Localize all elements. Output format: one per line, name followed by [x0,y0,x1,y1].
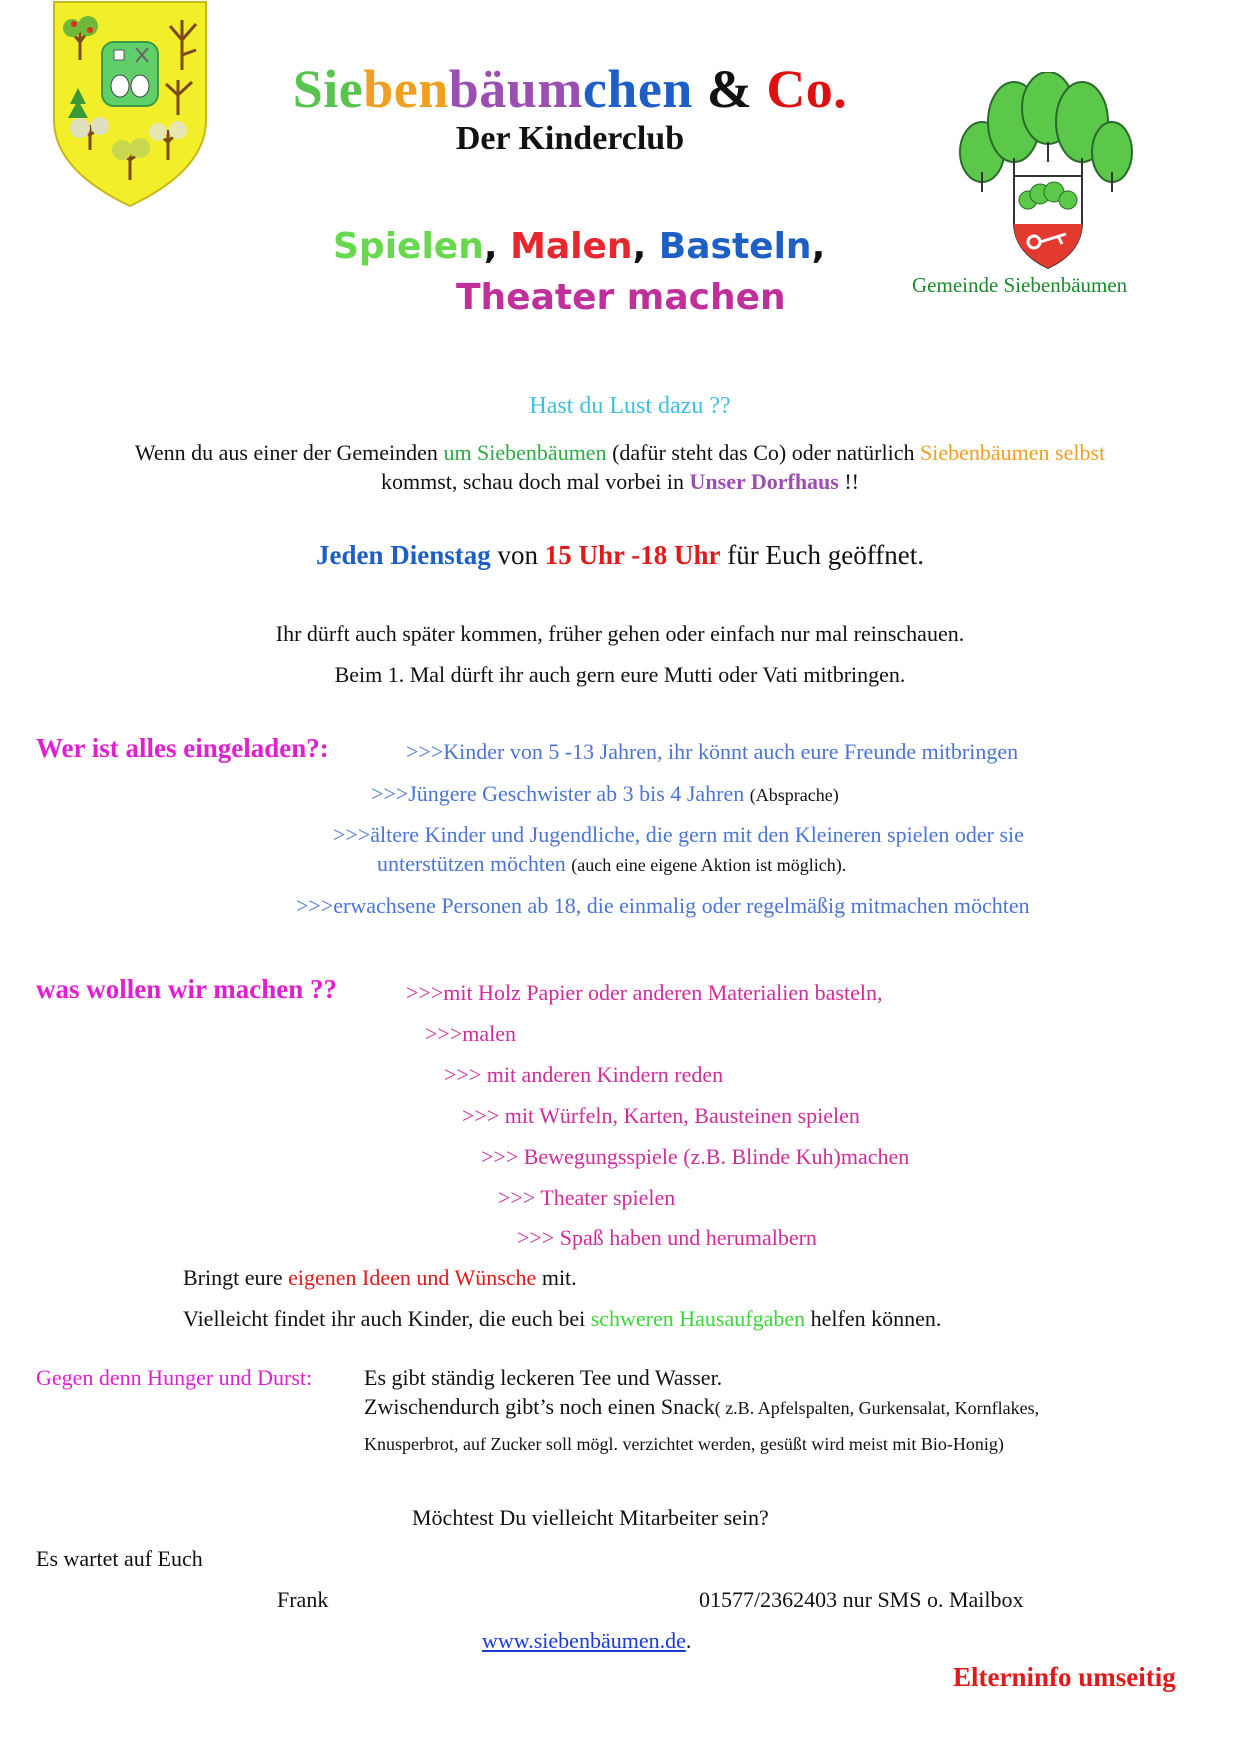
activity-item: >>> mit Würfeln, Karten, Bausteinen spielen [462,1103,860,1128]
ideas-line: Bringt eure eigenen Ideen und Wünsche mit. [183,1265,577,1290]
invited-item-3-line-2: unterstützen möchten (auch eine eigene Aktion ist möglich). [377,851,847,876]
title-segment: b [448,59,480,119]
activity-word: , [632,226,659,267]
note-line-1: Ihr dürft auch später kommen, früher gehen oder einfach nur mal reinschauen. [275,621,965,646]
food-line-2: Zwischendurch gibt’s noch einen Snack( z.B. Apfelspalten, Gurkensalat, Kornflakes, [364,1394,1040,1419]
waiting-text: Es wartet auf Euch [36,1546,203,1571]
invited-heading: Wer ist alles eingeladen?: [36,733,329,763]
title-segment: be [363,59,419,119]
activity-item: >>> mit anderen Kindern reden [444,1062,724,1087]
activity-word: Basteln [658,226,812,267]
municipality-label: Gemeinde Siebenbäumen [912,273,1128,297]
activity-item: >>>mit Holz Papier oder anderen Materialien basteln, [406,980,883,1005]
activity-item: >>>malen [425,1021,516,1046]
activity-word: , [811,226,826,267]
opening-hours: Jeden Dienstag von 15 Uhr -18 Uhr für Euch geöffnet. [316,540,924,570]
subtitle: Der Kinderclub [455,120,685,157]
title-segment: n [418,59,449,119]
food-line-3: Knusperbrot, auf Zucker soll mögl. verzichtet werden, gesüßt wird meist mit Bio-Honig) [364,1434,1004,1454]
title-segment: m [537,59,583,119]
staff-question: Möchtest Du vielleicht Mitarbeiter sein? [412,1505,769,1530]
activities-heading: was wollen wir machen ?? [36,974,337,1004]
coat-of-arms-icon [50,0,210,210]
homework-line: Vielleicht findet ihr auch Kinder, die euch bei schweren Hausaufgaben helfen können. [183,1306,942,1331]
page-title [270,58,870,120]
title-segment: & [692,59,767,119]
contact-name: Frank [277,1587,329,1612]
title-segment: ch [582,59,638,119]
activity-word: , [483,226,511,267]
title-segment: u [506,59,538,119]
invited-item-3-line-1: >>>ältere Kinder und Jugendliche, die gern mit den Kleineren spielen oder sie [333,822,1024,847]
intro-line-2: kommst, schau doch mal vorbei in Unser Dorfhaus !! [380,469,860,494]
title-segment: Si [292,59,339,119]
note-line-2: Beim 1. Mal dürft ihr auch gern eure Mutti oder Vati mitbringen. [334,662,906,687]
invited-item-1: >>>Kinder von 5 -13 Jahren, ihr könnt auch eure Freunde mitbringen [406,739,1019,764]
activity-word: Malen [510,226,633,267]
website-link[interactable]: www.siebenbäumen.de [482,1628,686,1653]
food-line-1: Es gibt ständig leckeren Tee und Wasser. [364,1365,723,1390]
title-segment: en [637,59,693,119]
food-label: Gegen denn Hunger und Durst: [36,1365,313,1390]
activity-item: >>> Bewegungsspiele (z.B. Blinde Kuh)machen [481,1144,910,1169]
title-segment: Co. [766,59,848,119]
activities-headline-line1 [333,226,825,267]
invited-item-2: >>>Jüngere Geschwister ab 3 bis 4 Jahren (Absprache) [371,781,839,806]
intro-question: Hast du Lust dazu ?? [529,393,731,419]
website-line: www.siebenbäumen.de. [482,1628,692,1653]
activity-item: >>> Theater spielen [498,1185,676,1210]
invited-item-4: >>>erwachsene Personen ab 18, die einmalig oder regelmäßig mitmachen möchten [296,893,1030,918]
activity-item: >>> Spaß haben und herumalbern [517,1225,817,1250]
intro-line-1: Wenn du aus einer der Gemeinden um Siebenbäumen (dafür steht das Co) oder natürlich Siebenbäumen selbst [134,440,1106,465]
contact-phone: 01577/2362403 nur SMS o. Mailbox [699,1587,1024,1612]
title-segment: ä [479,59,507,119]
title-segment: e [338,59,364,119]
activities-headline-line2: Theater machen [456,277,786,318]
parent-info-note: Elterninfo umseitig [953,1662,1176,1692]
trees-emblem-icon [958,72,1134,272]
activity-word: Spielen [333,226,484,267]
